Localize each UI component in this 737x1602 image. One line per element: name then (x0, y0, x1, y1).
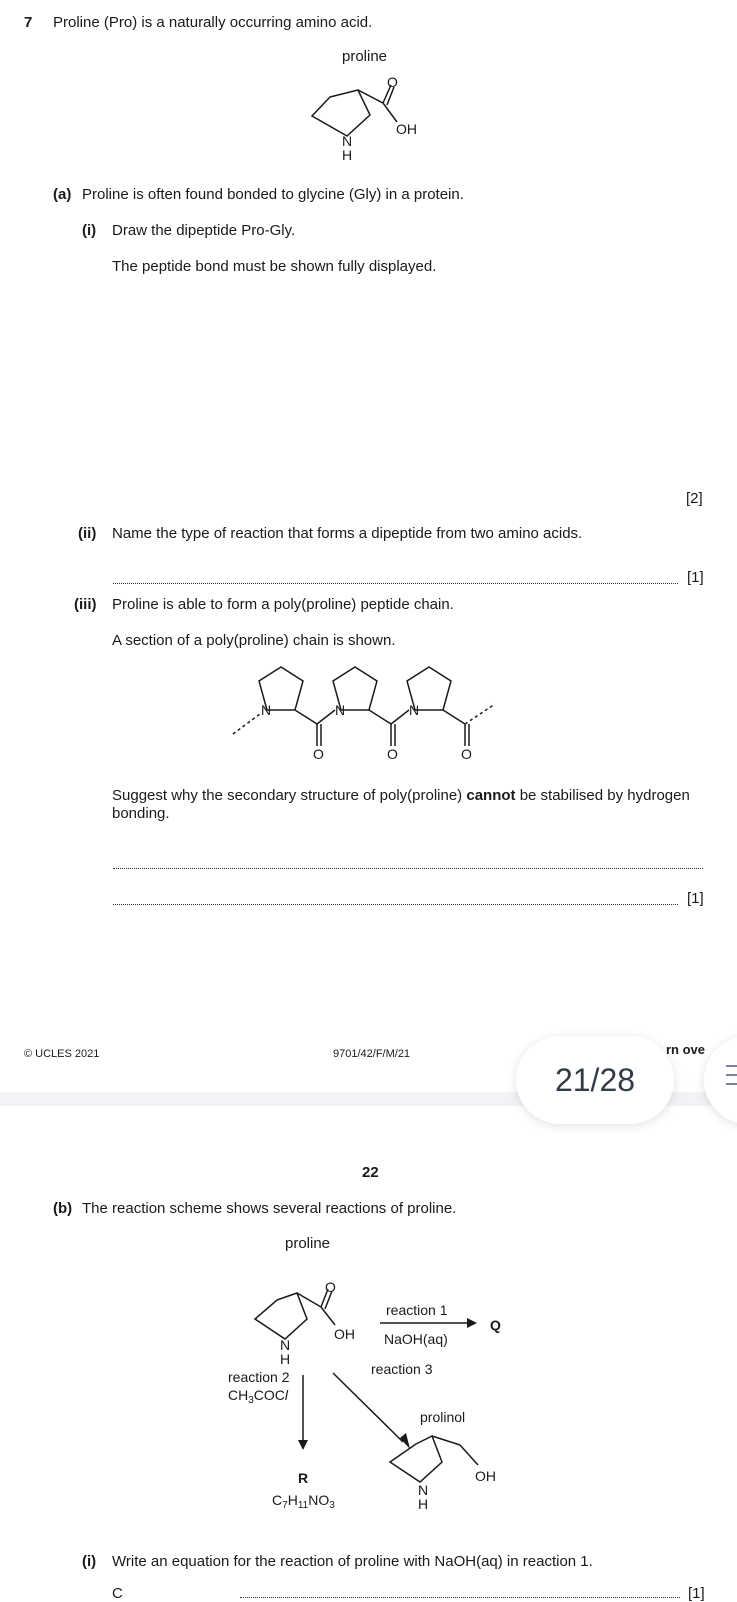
drawing-answer-space[interactable] (112, 285, 702, 485)
chain-atom-o2: O (387, 746, 398, 762)
proline-unit-2 (317, 667, 395, 746)
scheme-atom-o: O (325, 1279, 336, 1295)
figure-label-proline: proline (342, 48, 388, 65)
scheme-atom-n: N (280, 1337, 291, 1353)
proline-unit-3 (391, 667, 469, 746)
question-intro: Proline (Pro) is a naturally occurring amino acid. (53, 14, 373, 31)
chain-atom-n3: N (409, 702, 420, 718)
chain-atom-o1: O (313, 746, 324, 762)
part-a-iii-question-line2: bonding. (112, 805, 170, 822)
proline-ring (255, 1293, 307, 1339)
atom-oh: OH (396, 121, 417, 137)
footer-copyright: © UCLES 2021 (24, 1048, 100, 1060)
part-a-label: (a) (53, 186, 72, 203)
reaction-scheme (220, 1255, 540, 1525)
part-a-i-note: The peptide bond must be shown fully displayed. (112, 258, 437, 275)
q-text-after: be stabilised by hydrogen (515, 787, 690, 804)
chain-atom-n1: N (261, 702, 272, 718)
footer-paper-code: 9701/42/F/M/21 (333, 1048, 411, 1060)
chain-continuation-left (233, 714, 260, 734)
part-a-i-text: Draw the dipeptide Pro-Gly. (112, 222, 296, 239)
part-a-i-marks: [2] (686, 490, 703, 507)
atom-n: N (342, 133, 353, 149)
part-b-text: The reaction scheme shows several reactions of proline. (82, 1200, 457, 1217)
part-b-i-equation-start: C (112, 1585, 123, 1602)
product-r-formula: $C_7H_{11}NO_3$ (272, 1492, 335, 1511)
part-a-iii-marks: [1] (687, 890, 704, 907)
part-b-i-text: Write an equation for the reaction of proline with NaOH(aq) in reaction 1. (112, 1553, 593, 1570)
atom-h: H (342, 147, 353, 163)
prolinol-h: H (418, 1496, 429, 1512)
atom-o: O (387, 74, 398, 90)
part-a-iii-text: Proline is able to form a poly(proline) peptide chain. (112, 596, 454, 613)
part-a-ii-text: Name the type of reaction that forms a dipeptide from two amino acids. (112, 525, 583, 542)
reaction-3-arrow (333, 1373, 403, 1442)
part-a-iii-question-line1 (112, 787, 690, 804)
reaction-1-reagent: NaOH(aq) (384, 1331, 448, 1347)
page-indicator-text: 21/28 (554, 1061, 636, 1098)
prolinol-n: N (418, 1482, 429, 1498)
prolinol-ring (390, 1436, 442, 1482)
chain-continuation-right (465, 704, 495, 724)
product-q: Q (490, 1317, 501, 1333)
reaction-2-name: reaction 2 (228, 1369, 290, 1385)
answer-line-b-i[interactable] (240, 1597, 680, 1598)
q-text-bold: cannot (466, 787, 516, 804)
prolinol-oh: OH (475, 1468, 496, 1484)
part-b-i-marks: [1] (688, 1585, 705, 1602)
reaction-3-name: reaction 3 (371, 1361, 433, 1377)
reaction-2-reagent: $CH_3COCl$ (228, 1387, 289, 1406)
chain-atom-o3: O (461, 746, 472, 762)
reaction-1-name: reaction 1 (386, 1302, 448, 1318)
proline-structure (300, 70, 430, 165)
answer-line-ii[interactable] (113, 583, 678, 584)
hamburger-menu-icon[interactable] (726, 1065, 737, 1092)
answer-line-iii-2[interactable] (113, 904, 678, 905)
part-a-ii-label: (ii) (78, 525, 97, 542)
part-a-iii-label: (iii) (74, 596, 97, 613)
question-number: 7 (24, 14, 33, 31)
footer-turn-over: rn ove (666, 1042, 706, 1057)
chain-atom-n2: N (335, 702, 346, 718)
scheme-proline-label: proline (285, 1235, 331, 1252)
part-a-i-label: (i) (82, 222, 97, 239)
part-b-label: (b) (53, 1200, 73, 1217)
prolinol-label: prolinol (420, 1409, 466, 1425)
part-a-ii-marks: [1] (687, 569, 704, 586)
scheme-atom-h: H (280, 1351, 291, 1367)
part-a-iii-note: A section of a poly(proline) chain is shown. (112, 632, 396, 649)
page-indicator[interactable] (516, 1036, 674, 1124)
part-b-i-label: (i) (82, 1553, 97, 1570)
scheme-atom-oh: OH (334, 1326, 355, 1342)
answer-line-iii-1[interactable] (113, 868, 703, 869)
product-r: R (298, 1470, 309, 1486)
polyproline-chain (230, 664, 500, 764)
pyrrolidine-ring (312, 90, 370, 136)
part-a-text: Proline is often found bonded to glycine (Gly) in a protein. (82, 186, 464, 203)
page-number: 22 (362, 1164, 379, 1181)
q-text-before: Suggest why the secondary structure of poly(proline) (112, 787, 467, 804)
